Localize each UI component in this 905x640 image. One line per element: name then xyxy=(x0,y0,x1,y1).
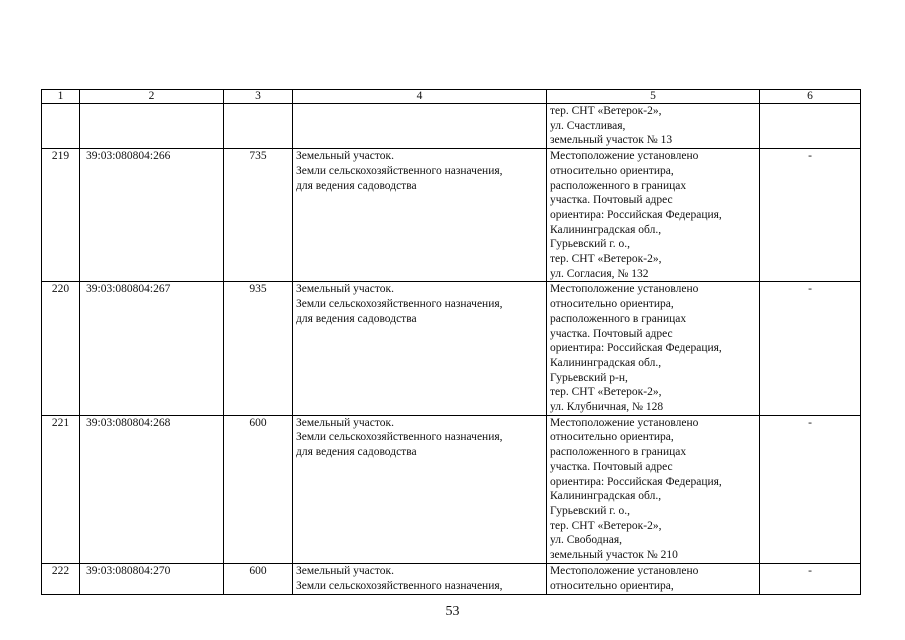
description-line: для ведения садоводства xyxy=(296,312,417,325)
area-value: 600 xyxy=(224,563,293,594)
col6-value: - xyxy=(760,563,861,594)
table-row xyxy=(42,282,861,415)
table-header-row xyxy=(42,90,861,104)
address-cell xyxy=(547,563,760,594)
address-line: ориентира: Российская Федерация, xyxy=(550,475,722,488)
description-line: Земли сельскохозяйственного назначения, xyxy=(296,164,503,177)
continuation-row xyxy=(42,104,861,149)
address-line: Калининградская обл., xyxy=(550,490,662,503)
address-line: тер. СНТ «Ветерок-2», xyxy=(550,386,662,399)
description-line: для ведения садоводства xyxy=(296,446,417,459)
area-value: 935 xyxy=(224,282,293,415)
address-line: участка. Почтовый адрес xyxy=(550,194,673,207)
address-line: тер. СНТ «Ветерок-2», xyxy=(550,519,662,532)
cadastral-number: 39:03:080804:267 xyxy=(80,282,224,415)
description-line: Земли сельскохозяйственного назначения, xyxy=(296,431,503,444)
address-line: расположенного в границах xyxy=(550,312,687,325)
address-line: участка. Почтовый адрес xyxy=(550,460,673,473)
area-value: 600 xyxy=(224,415,293,563)
cadastral-number: 39:03:080804:268 xyxy=(80,415,224,563)
col6-value: - xyxy=(760,415,861,563)
address-line: Местоположение установлено xyxy=(550,416,699,429)
header-col-4: 4 xyxy=(293,90,547,104)
address-line: ул. Согласия, № 132 xyxy=(550,267,649,280)
cadastral-number: 39:03:080804:266 xyxy=(80,149,224,282)
row-number: 221 xyxy=(42,415,80,563)
table-row xyxy=(42,149,861,282)
cadastral-number: 39:03:080804:270 xyxy=(80,563,224,594)
description-line: Земельный участок. xyxy=(296,283,394,296)
description-line: Земли сельскохозяйственного назначения, xyxy=(296,579,503,592)
address-line: ориентира: Российская Федерация, xyxy=(550,342,722,355)
description-line: Земли сельскохозяйственного назначения, xyxy=(296,298,503,311)
address-cell xyxy=(547,282,760,415)
address-line: земельный участок № 13 xyxy=(550,134,673,147)
col6-value: - xyxy=(760,149,861,282)
description-line: Земельный участок. xyxy=(296,150,394,163)
address-line: Калининградская обл., xyxy=(550,356,662,369)
table-row xyxy=(42,563,861,594)
address-line: Местоположение установлено xyxy=(550,283,699,296)
description-cell xyxy=(293,415,547,563)
header-col-1: 1 xyxy=(42,90,80,104)
description-cell xyxy=(293,282,547,415)
address-line: земельный участок № 210 xyxy=(550,549,678,562)
land-plots-table xyxy=(41,89,861,595)
col6-value: - xyxy=(760,282,861,415)
address-line: Местоположение установлено xyxy=(550,564,699,577)
address-line: Гурьевский г. о., xyxy=(550,504,630,517)
address-line: относительно ориентира, xyxy=(550,431,674,444)
address-line: относительно ориентира, xyxy=(550,298,674,311)
description-line: для ведения садоводства xyxy=(296,179,417,192)
address-line: расположенного в границах xyxy=(550,179,687,192)
cell-empty xyxy=(293,104,547,149)
header-col-5: 5 xyxy=(547,90,760,104)
header-col-6: 6 xyxy=(760,90,861,104)
cell-empty xyxy=(42,104,80,149)
cell-empty xyxy=(80,104,224,149)
description-line: Земельный участок. xyxy=(296,416,394,429)
address-line: тер. СНТ «Ветерок-2», xyxy=(550,253,662,266)
row-number: 219 xyxy=(42,149,80,282)
address-cell xyxy=(547,104,760,149)
address-line: ул. Свободная, xyxy=(550,534,623,547)
address-line: Гурьевский р-н, xyxy=(550,371,628,384)
address-line: относительно ориентира, xyxy=(550,164,674,177)
description-cell xyxy=(293,563,547,594)
address-line: ул. Счастливая, xyxy=(550,119,626,132)
address-cell xyxy=(547,415,760,563)
row-number: 220 xyxy=(42,282,80,415)
row-number: 222 xyxy=(42,563,80,594)
header-col-3: 3 xyxy=(224,90,293,104)
header-col-2: 2 xyxy=(80,90,224,104)
table-row xyxy=(42,415,861,563)
address-cell xyxy=(547,149,760,282)
area-value: 735 xyxy=(224,149,293,282)
page-number: 53 xyxy=(445,604,460,619)
description-line: Земельный участок. xyxy=(296,564,394,577)
address-line: Калининградская обл., xyxy=(550,223,662,236)
address-line: участка. Почтовый адрес xyxy=(550,327,673,340)
address-line: относительно ориентира, xyxy=(550,579,674,592)
address-line: Местоположение установлено xyxy=(550,150,699,163)
address-line: ул. Клубничная, № 128 xyxy=(550,401,664,414)
address-line: расположенного в границах xyxy=(550,446,687,459)
cell-empty xyxy=(760,104,861,149)
cell-empty xyxy=(224,104,293,149)
address-line: Гурьевский г. о., xyxy=(550,238,630,251)
description-cell xyxy=(293,149,547,282)
address-line: ориентира: Российская Федерация, xyxy=(550,208,722,221)
address-line: тер. СНТ «Ветерок-2», xyxy=(550,105,662,117)
